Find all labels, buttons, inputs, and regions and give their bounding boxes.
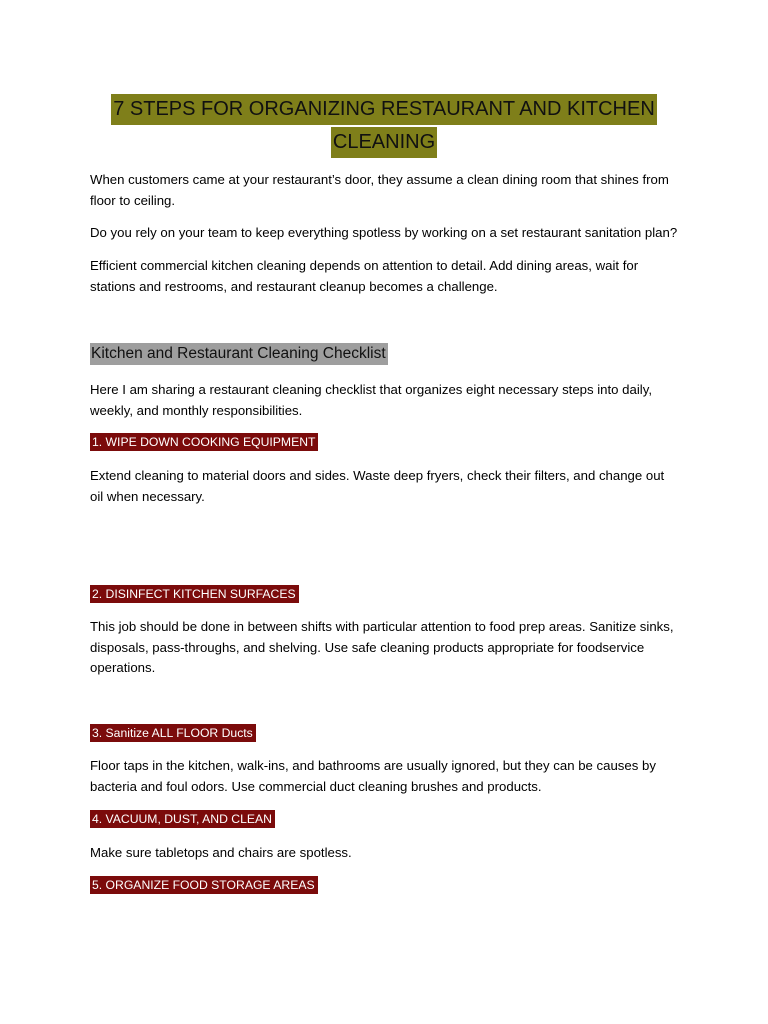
intro-paragraph-3: Efficient commercial kitchen cleaning depends on attention to detail. Add dining areas, wait for stations and restrooms, and restaurant cleanup becomes a challenge. (90, 258, 639, 294)
title-line-1: 7 STEPS FOR ORGANIZING RESTAURANT AND KITCHEN (111, 94, 657, 125)
step-3-heading: 3. Sanitize ALL FLOOR Ducts (90, 724, 256, 742)
section-heading: Kitchen and Restaurant Cleaning Checklist (90, 343, 388, 365)
step-5-heading: 5. ORGANIZE FOOD STORAGE AREAS (90, 876, 318, 894)
section-intro-paragraph: Here I am sharing a restaurant cleaning checklist that organizes eight necessary steps into daily, weekly, and monthly responsibilities. (90, 382, 652, 418)
intro-paragraph-2: Do you rely on your team to keep everything spotless by working on a set restaurant sanitation plan? (90, 225, 678, 240)
step-3-body: Floor taps in the kitchen, walk-ins, and bathrooms are usually ignored, but they can be causes by bacteria and foul odors. Use commercial duct cleaning brushes and products. (90, 758, 656, 794)
step-2-heading: 2. DISINFECT KITCHEN SURFACES (90, 585, 299, 603)
step-4-body: Make sure tabletops and chairs are spotless. (90, 845, 352, 860)
document-title (0, 94, 768, 158)
title-line-2: CLEANING (331, 127, 437, 158)
step-4-heading: 4. VACUUM, DUST, AND CLEAN (90, 810, 275, 828)
step-1-heading: 1. WIPE DOWN COOKING EQUIPMENT (90, 433, 318, 451)
step-2-body: This job should be done in between shifts with particular attention to food prep areas. Sanitize sinks, disposals, pass-throughs, and shelving. Use safe cleaning products appropriate for foodservice operations. (90, 619, 674, 675)
step-1-body: Extend cleaning to material doors and sides. Waste deep fryers, check their filters, and change out oil when necessary. (90, 468, 665, 504)
intro-paragraph-1: When customers came at your restaurant’s door, they assume a clean dining room that shines from floor to ceiling. (90, 172, 669, 208)
